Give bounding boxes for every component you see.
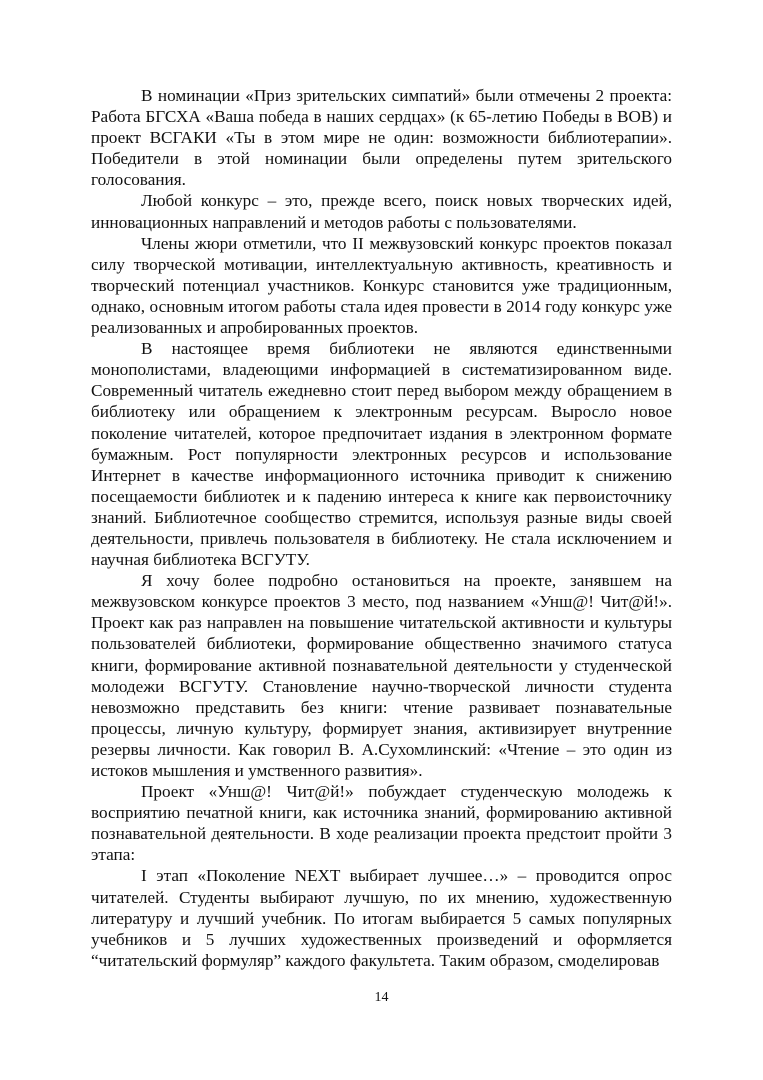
paragraph-5: Я хочу более подробно остановиться на проекте, занявшем на межвузовском конкурсе проектов 3 место, под названием «Унш@! Чит@й!». Проект как раз направлен на повышение читательской активности и культуры пользователей библиотеки, формирование общественно значимого статуса книги, формирование активной познавательной деятельности у студенческой молодежи ВСГУТУ. Становление научно-творческой личности студента невозможно представить без книги: чтение развивает познавательные процессы, личную культуру, формирует знания, активизирует внутренние резервы личности. Как говорил В. А.Сухомлинский: «Чтение – это один из истоков мышления и умственного развития». — [91, 571, 672, 780]
paragraph-4: В настоящее время библиотеки не являются единственными монополистами, владеющими информацией в систематизированном виде. Современный читатель ежедневно стоит перед выбором между обращением в библиотеку или обращением к электронным ресурсам. Выросло новое поколение читателей, которое предпочитает издания в электронном формате бумажным. Рост популярности электронных ресурсов и использование Интернет в качестве информационного источника приводит к снижению посещаемости библиотек и к падению интереса к книге как первоисточнику знаний. Библиотечное сообщество стремится, используя разные виды своей деятельности, привлечь пользователя в библиотеку. Не стала исключением и научная библиотека ВСГУТУ. — [91, 339, 672, 570]
page-number: 14 — [374, 990, 389, 1005]
paragraph-7: I этап «Поколение NEXT выбирает лучшее…» – проводится опрос читателей. Студенты выбирают лучшую, по их мнению, художественную литературу и лучший учебник. По итогам выбирается 5 самых популярных учебников и 5 лучших художественных произведений и оформляется “читательский формуляр” каждого факультета. Таким образом, смоделировав — [91, 866, 672, 970]
paragraph-1: В номинации «Приз зрительских симпатий» были отмечены 2 проекта: Работа БГСХА «Ваша победа в наших сердцах» (к 65-летию Победы в ВОВ) и проект ВСГАКИ «Ты в этом мире не один: возможности библиотерапии». Победители в этой номинации были определены путем зрительского голосования. — [91, 86, 672, 190]
paragraph-6: Проект «Унш@! Чит@й!» побуждает студенческую молодежь к восприятию печатной книги, как источника знаний, формированию активной познавательной деятельности. В ходе реализации проекта предстоит пройти 3 этапа: — [91, 782, 672, 865]
paragraph-2: Любой конкурс – это, прежде всего, поиск новых творческих идей, инновационных направлений и методов работы с пользователями. — [91, 191, 672, 232]
paragraph-3: Члены жюри отметили, что II межвузовский конкурс проектов показал силу творческой мотивации, интеллектуальную активность, креативность и творческий потенциал участников. Конкурс становится уже традиционным, однако, основным итогом работы стала идея провести в 2014 году конкурс уже реализованных и апробированных проектов. — [91, 233, 672, 338]
page-body — [91, 85, 672, 971]
